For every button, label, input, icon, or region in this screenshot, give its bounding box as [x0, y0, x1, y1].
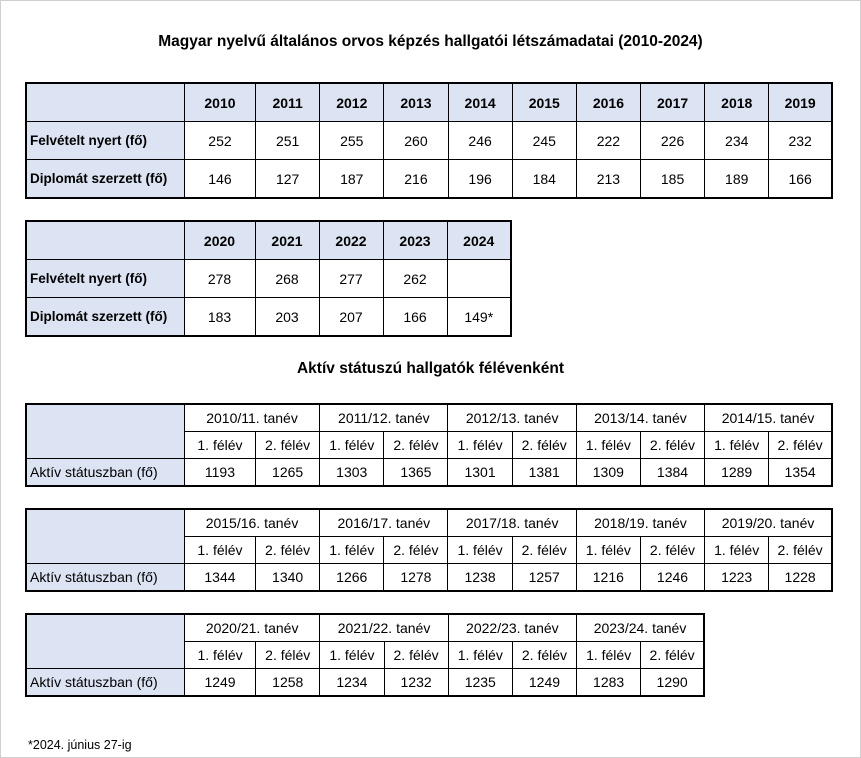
- value-cell: 277: [319, 260, 383, 298]
- value-cell: 196: [448, 160, 512, 199]
- semester-header: 1. félév: [320, 432, 384, 459]
- semester-header: 2. félév: [512, 432, 576, 459]
- row-label: Diplomát szerzett (fő): [26, 160, 184, 199]
- value-cell: 1289: [705, 459, 769, 487]
- value-cell: 1266: [320, 564, 384, 592]
- semester-header: 2. félév: [512, 642, 576, 669]
- value-cell: 166: [383, 298, 447, 337]
- semester-header: 2. félév: [256, 432, 320, 459]
- semester-header: 1. félév: [705, 432, 769, 459]
- value-cell: 251: [256, 122, 320, 160]
- row-label: Felvételt nyert (fő): [26, 260, 184, 298]
- year-header: 2022: [319, 221, 383, 260]
- year-header: 2024: [447, 221, 511, 260]
- year-header: 2021: [255, 221, 319, 260]
- semester-header: 2. félév: [640, 432, 704, 459]
- year-header: 2012: [320, 83, 384, 122]
- semester-header: 1. félév: [448, 537, 512, 564]
- value-cell: 1303: [320, 459, 384, 487]
- value-cell: 262: [383, 260, 447, 298]
- page-title: Magyar nyelvű általános orvos képzés hallgatói létszámadatai (2010-2024): [158, 33, 703, 50]
- value-cell: 203: [255, 298, 319, 337]
- academic-year-header: 2018/19. tanév: [576, 509, 704, 537]
- value-cell: 1249: [512, 669, 576, 697]
- value-cell: 260: [384, 122, 448, 160]
- active-row: [26, 459, 832, 487]
- graduated-row: [26, 298, 511, 337]
- value-cell: 189: [705, 160, 769, 199]
- value-cell: 1258: [256, 669, 320, 697]
- active-table-2020-2024: [25, 613, 705, 697]
- value-cell: 207: [319, 298, 383, 337]
- semester-header: 1. félév: [576, 432, 640, 459]
- value-cell: 1232: [384, 669, 448, 697]
- value-cell: 255: [320, 122, 384, 160]
- value-cell: 185: [641, 160, 705, 199]
- semester-header: 1. félév: [705, 537, 769, 564]
- academic-year-header: 2021/22. tanév: [320, 614, 448, 642]
- value-cell: 268: [255, 260, 319, 298]
- row-label: Diplomát szerzett (fő): [26, 298, 184, 337]
- value-cell: 234: [705, 122, 769, 160]
- value-cell: 1193: [184, 459, 255, 487]
- value-cell: 1238: [448, 564, 512, 592]
- active-row: [26, 669, 704, 697]
- corner-cell: [26, 404, 184, 459]
- semester-header: 1. félév: [320, 537, 384, 564]
- year-header: 2020: [184, 221, 255, 260]
- semester-header: 1. félév: [184, 432, 255, 459]
- semester-header: 1. félév: [448, 432, 512, 459]
- value-cell: 187: [320, 160, 384, 199]
- value-cell: 1246: [640, 564, 704, 592]
- value-cell: 216: [384, 160, 448, 199]
- year-header: 2018: [705, 83, 769, 122]
- academic-year-header: 2022/23. tanév: [448, 614, 576, 642]
- value-cell: 1249: [184, 669, 255, 697]
- value-cell: 232: [769, 122, 832, 160]
- value-cell: [447, 260, 511, 298]
- year-header: 2015: [512, 83, 576, 122]
- semester-header: 2. félév: [384, 642, 448, 669]
- value-cell: 1216: [576, 564, 640, 592]
- academic-year-header: 2017/18. tanév: [448, 509, 576, 537]
- value-cell: 245: [512, 122, 576, 160]
- value-cell: 1384: [640, 459, 704, 487]
- active-table-2010-2015: [25, 403, 833, 487]
- value-cell: 1235: [448, 669, 512, 697]
- academic-year-header: 2013/14. tanév: [576, 404, 704, 432]
- value-cell: 1309: [576, 459, 640, 487]
- row-label: Aktív státuszban (fő): [26, 669, 184, 697]
- academic-year-header: 2010/11. tanév: [184, 404, 319, 432]
- value-cell: 166: [769, 160, 832, 199]
- value-cell: 1257: [512, 564, 576, 592]
- academic-year-header: 2019/20. tanév: [705, 509, 832, 537]
- academic-year-header: 2014/15. tanév: [705, 404, 832, 432]
- value-cell: 252: [184, 122, 255, 160]
- value-cell: 149*: [447, 298, 511, 337]
- semester-header: 2. félév: [769, 432, 832, 459]
- academic-year-row: [26, 509, 832, 537]
- semester-header: 1. félév: [184, 537, 255, 564]
- corner-cell: [26, 614, 184, 669]
- value-cell: 1381: [512, 459, 576, 487]
- footnote: *2024. június 27-ig: [28, 738, 132, 752]
- year-header: 2017: [641, 83, 705, 122]
- corner-cell: [26, 83, 184, 122]
- semester-header: 1. félév: [184, 642, 255, 669]
- semester-header: 2. félév: [256, 537, 320, 564]
- year-header: 2014: [448, 83, 512, 122]
- semester-header: 2. félév: [640, 537, 704, 564]
- academic-year-header: 2012/13. tanév: [448, 404, 576, 432]
- year-header: 2019: [769, 83, 832, 122]
- semester-header: 2. félév: [641, 642, 704, 669]
- year-header: 2023: [383, 221, 447, 260]
- admissions-table-2010-2019: [25, 82, 833, 199]
- academic-year-row: [26, 614, 704, 642]
- corner-cell: [26, 221, 184, 260]
- semester-header: 2. félév: [512, 537, 576, 564]
- semester-header: 2. félév: [384, 537, 448, 564]
- academic-year-row: [26, 404, 832, 432]
- semester-header: 1. félév: [577, 642, 641, 669]
- value-cell: 1344: [184, 564, 255, 592]
- value-cell: 1223: [705, 564, 769, 592]
- semester-header: 1. félév: [320, 642, 384, 669]
- value-cell: 1265: [256, 459, 320, 487]
- row-label: Aktív státuszban (fő): [26, 564, 184, 592]
- value-cell: 127: [256, 160, 320, 199]
- header-row: [26, 83, 832, 122]
- semester-header: 2. félév: [769, 537, 832, 564]
- admissions-table-2020-2024: [25, 220, 512, 337]
- value-cell: 1301: [448, 459, 512, 487]
- year-header: 2013: [384, 83, 448, 122]
- value-cell: 184: [512, 160, 576, 199]
- semester-header: 1. félév: [448, 642, 512, 669]
- value-cell: 1365: [384, 459, 448, 487]
- value-cell: 146: [184, 160, 255, 199]
- semester-header: 2. félév: [384, 432, 448, 459]
- section-title: Aktív státuszú hallgatók félévenként: [296, 360, 565, 377]
- value-cell: 1290: [641, 669, 704, 697]
- academic-year-header: 2015/16. tanév: [184, 509, 319, 537]
- value-cell: 1354: [769, 459, 832, 487]
- admitted-row: [26, 260, 511, 298]
- value-cell: 222: [576, 122, 640, 160]
- semester-header: 1. félév: [576, 537, 640, 564]
- value-cell: 1278: [384, 564, 448, 592]
- value-cell: 1234: [320, 669, 384, 697]
- row-label: Aktív státuszban (fő): [26, 459, 184, 487]
- year-header: 2011: [256, 83, 320, 122]
- value-cell: 226: [641, 122, 705, 160]
- corner-cell: [26, 509, 184, 564]
- graduated-row: [26, 160, 832, 199]
- active-row: [26, 564, 832, 592]
- value-cell: 1228: [769, 564, 832, 592]
- active-table-2015-2020: [25, 508, 833, 592]
- value-cell: 1340: [256, 564, 320, 592]
- academic-year-header: 2016/17. tanév: [320, 509, 448, 537]
- value-cell: 1283: [577, 669, 641, 697]
- header-row: [26, 221, 511, 260]
- value-cell: 278: [184, 260, 255, 298]
- value-cell: 183: [184, 298, 255, 337]
- value-cell: 213: [576, 160, 640, 199]
- semester-header: 2. félév: [256, 642, 320, 669]
- academic-year-header: 2023/24. tanév: [577, 614, 704, 642]
- academic-year-header: 2011/12. tanév: [320, 404, 448, 432]
- value-cell: 246: [448, 122, 512, 160]
- academic-year-header: 2020/21. tanév: [184, 614, 319, 642]
- year-header: 2016: [576, 83, 640, 122]
- row-label: Felvételt nyert (fő): [26, 122, 184, 160]
- year-header: 2010: [184, 83, 255, 122]
- admitted-row: [26, 122, 832, 160]
